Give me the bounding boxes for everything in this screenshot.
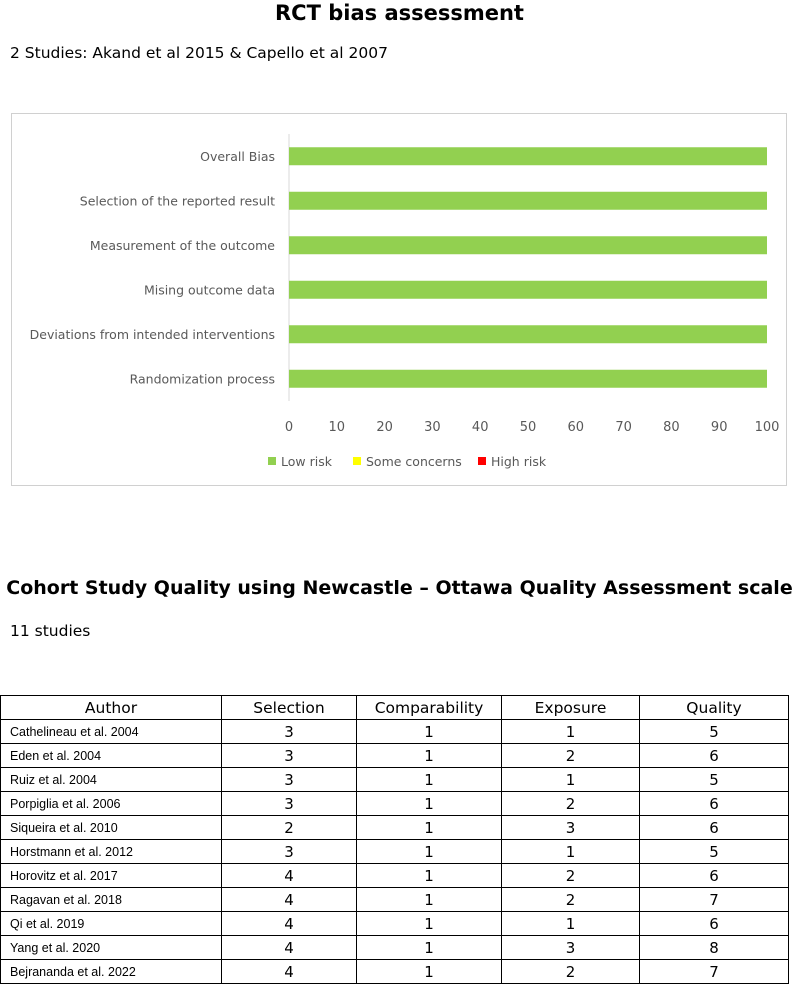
legend-swatch bbox=[478, 457, 486, 465]
cell-exposure: 1 bbox=[502, 768, 640, 792]
cell-comparability: 1 bbox=[357, 816, 502, 840]
header-selection: Selection bbox=[222, 696, 357, 720]
bar-low-risk bbox=[289, 370, 767, 388]
cell-selection: 4 bbox=[222, 960, 357, 984]
cell-quality: 5 bbox=[640, 840, 789, 864]
table-row bbox=[1, 864, 789, 888]
table-row bbox=[1, 840, 789, 864]
cell-selection: 4 bbox=[222, 888, 357, 912]
x-tick-label: 30 bbox=[424, 420, 441, 435]
cell-author: Ragavan et al. 2018 bbox=[1, 888, 222, 912]
cell-exposure: 3 bbox=[502, 816, 640, 840]
table-row bbox=[1, 816, 789, 840]
table-row bbox=[1, 744, 789, 768]
category-label: Measurement of the outcome bbox=[89, 237, 275, 253]
cell-author: Yang et al. 2020 bbox=[1, 936, 222, 960]
cell-quality: 6 bbox=[640, 744, 789, 768]
cell-author: Eden et al. 2004 bbox=[1, 744, 222, 768]
x-tick-label: 60 bbox=[567, 420, 585, 435]
table-row bbox=[1, 912, 789, 936]
cell-author: Horstmann et al. 2012 bbox=[1, 840, 222, 864]
x-tick-label: 20 bbox=[376, 420, 393, 435]
header-author: Author bbox=[1, 696, 222, 720]
cell-exposure: 2 bbox=[502, 888, 640, 912]
cell-selection: 3 bbox=[222, 720, 357, 744]
header-comparability: Comparability bbox=[357, 696, 502, 720]
rct-bias-chart bbox=[11, 113, 787, 486]
cell-quality: 5 bbox=[640, 720, 789, 744]
cell-author: Siqueira et al. 2010 bbox=[1, 816, 222, 840]
bar-low-risk bbox=[289, 281, 767, 299]
category-label: Overall Bias bbox=[200, 148, 275, 164]
x-tick-label: 0 bbox=[284, 420, 294, 435]
legend-swatch bbox=[353, 457, 361, 465]
legend-label: High risk bbox=[491, 454, 547, 469]
bar-low-risk bbox=[289, 192, 767, 210]
table-header-row bbox=[1, 696, 789, 720]
x-tick-label: 10 bbox=[328, 420, 346, 435]
cell-author: Qi et al. 2019 bbox=[1, 912, 222, 936]
cell-quality: 8 bbox=[640, 936, 789, 960]
cell-comparability: 1 bbox=[357, 912, 502, 936]
quality-table bbox=[0, 695, 789, 984]
cell-author: Ruiz et al. 2004 bbox=[1, 768, 222, 792]
cell-quality: 6 bbox=[640, 792, 789, 816]
cell-selection: 4 bbox=[222, 912, 357, 936]
cell-quality: 7 bbox=[640, 960, 789, 984]
table-body bbox=[1, 720, 789, 984]
x-tick-label: 40 bbox=[471, 420, 489, 435]
cell-selection: 2 bbox=[222, 816, 357, 840]
category-label: Randomization process bbox=[129, 371, 275, 387]
section-subtitle-rct: 2 Studies: Akand et al 2015 & Capello et al 2007 bbox=[10, 44, 388, 62]
cell-selection: 3 bbox=[222, 792, 357, 816]
category-label: Deviations from intended interventions bbox=[29, 326, 275, 342]
header-exposure: Exposure bbox=[502, 696, 640, 720]
cell-quality: 6 bbox=[640, 912, 789, 936]
cell-comparability: 1 bbox=[357, 792, 502, 816]
bar-low-risk bbox=[289, 325, 767, 343]
table-row bbox=[1, 936, 789, 960]
cell-selection: 3 bbox=[222, 744, 357, 768]
cell-comparability: 1 bbox=[357, 840, 502, 864]
cell-comparability: 1 bbox=[357, 888, 502, 912]
cell-comparability: 1 bbox=[357, 936, 502, 960]
cell-author: Bejrananda et al. 2022 bbox=[1, 960, 222, 984]
cell-selection: 3 bbox=[222, 768, 357, 792]
cell-exposure: 3 bbox=[502, 936, 640, 960]
cell-author: Porpiglia et al. 2006 bbox=[1, 792, 222, 816]
legend-label: Some concerns bbox=[366, 454, 462, 469]
cell-exposure: 2 bbox=[502, 864, 640, 888]
cell-comparability: 1 bbox=[357, 864, 502, 888]
table-row bbox=[1, 768, 789, 792]
cell-exposure: 1 bbox=[502, 720, 640, 744]
cell-author: Cathelineau et al. 2004 bbox=[1, 720, 222, 744]
x-tick-label: 70 bbox=[615, 420, 632, 435]
x-tick-label: 100 bbox=[754, 420, 780, 435]
legend-label: Low risk bbox=[281, 454, 332, 469]
header-quality: Quality bbox=[640, 696, 789, 720]
table-row bbox=[1, 960, 789, 984]
cell-comparability: 1 bbox=[357, 960, 502, 984]
table-row bbox=[1, 792, 789, 816]
table-row bbox=[1, 720, 789, 744]
legend-swatch bbox=[268, 457, 276, 465]
x-tick-label: 90 bbox=[710, 420, 728, 435]
cell-exposure: 2 bbox=[502, 792, 640, 816]
cell-quality: 5 bbox=[640, 768, 789, 792]
category-label: Mising outcome data bbox=[143, 282, 275, 298]
cell-quality: 6 bbox=[640, 864, 789, 888]
cell-selection: 4 bbox=[222, 936, 357, 960]
cell-exposure: 2 bbox=[502, 744, 640, 768]
cell-comparability: 1 bbox=[357, 768, 502, 792]
cell-comparability: 1 bbox=[357, 720, 502, 744]
x-tick-label: 50 bbox=[519, 420, 537, 435]
table-row bbox=[1, 888, 789, 912]
cell-comparability: 1 bbox=[357, 744, 502, 768]
cell-quality: 7 bbox=[640, 888, 789, 912]
cell-author: Horovitz et al. 2017 bbox=[1, 864, 222, 888]
cell-exposure: 1 bbox=[502, 840, 640, 864]
chart-canvas bbox=[12, 114, 788, 487]
x-tick-label: 80 bbox=[663, 420, 680, 435]
bar-low-risk bbox=[289, 147, 767, 165]
bar-low-risk bbox=[289, 236, 767, 254]
cell-exposure: 2 bbox=[502, 960, 640, 984]
cell-selection: 4 bbox=[222, 864, 357, 888]
category-label: Selection of the reported result bbox=[79, 193, 275, 209]
section-title-cohort: Cohort Study Quality using Newcastle – Ottawa Quality Assessment scale bbox=[6, 577, 793, 599]
cell-selection: 3 bbox=[222, 840, 357, 864]
section-title-rct: RCT bias assessment bbox=[275, 1, 524, 25]
cell-exposure: 1 bbox=[502, 912, 640, 936]
cell-quality: 6 bbox=[640, 816, 789, 840]
section-subtitle-cohort: 11 studies bbox=[10, 622, 91, 640]
